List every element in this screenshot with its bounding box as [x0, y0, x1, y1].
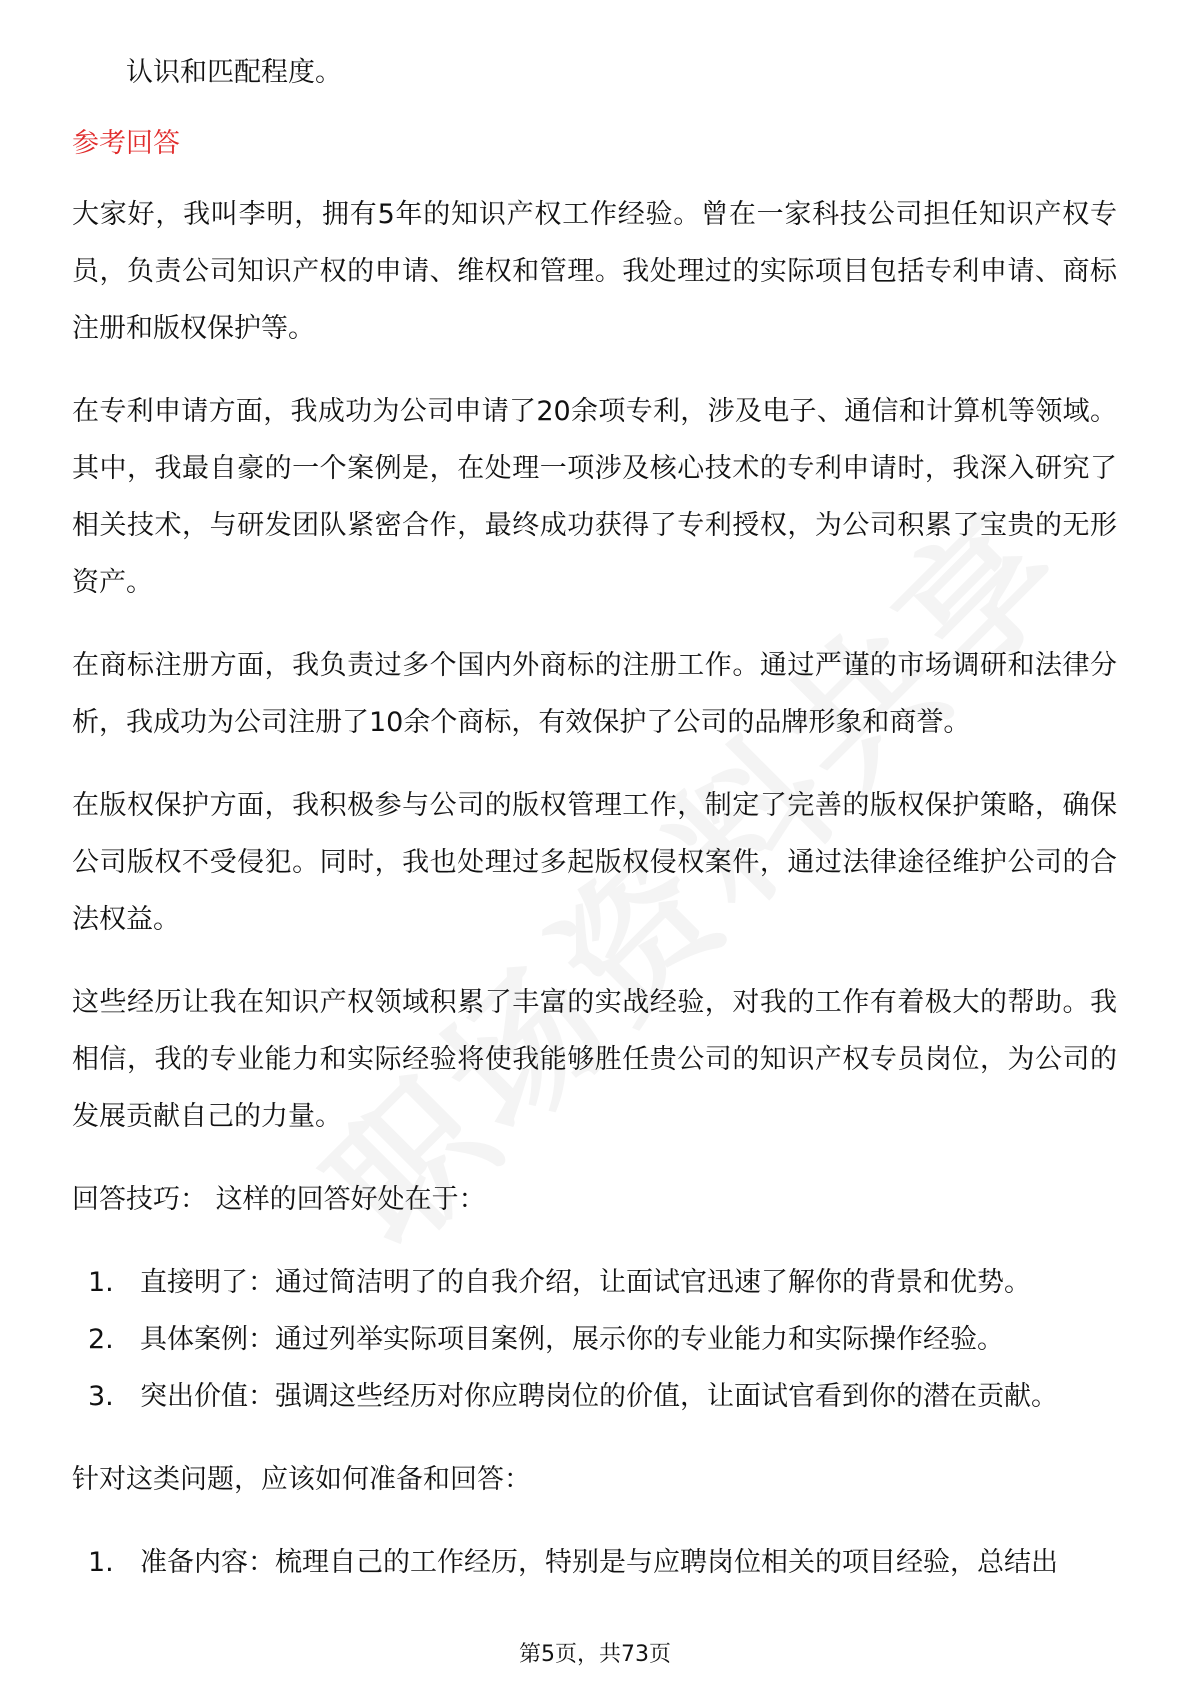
page-number-footer: 第5页，共73页: [519, 1642, 671, 1667]
answer-paragraph: 这些经历让我在知识产权领域积累了丰富的实战经验，对我的工作有着极大的帮助。我相信，我的专业能力和实际经验将使我能够胜任贵公司的知识产权专员岗位，为公司的发展贡献自己的力量。: [72, 987, 1117, 1132]
list-item: [72, 1311, 1117, 1368]
answer-paragraph: 大家好，我叫李明，拥有5年的知识产权工作经验。曾在一家科技公司担任知识产权专员，负责公司知识产权的申请、维权和管理。我处理过的实际项目包括专利申请、商标注册和版权保护等。: [72, 199, 1117, 344]
list-text: 准备内容：梳理自己的工作经历，特别是与应聘岗位相关的项目经验，总结出: [140, 1547, 1058, 1578]
list-item: [72, 1534, 1117, 1591]
list-number: 2.: [88, 1324, 114, 1355]
prep-list: [72, 1534, 1117, 1591]
prep-intro: 针对这类问题，应该如何准备和回答：: [72, 1464, 531, 1495]
intro-tail-text: 认识和匹配程度。: [126, 57, 342, 88]
section-heading: 参考回答: [72, 128, 180, 159]
list-item: [72, 1368, 1117, 1425]
answer-paragraph: 在专利申请方面，我成功为公司申请了20余项专利，涉及电子、通信和计算机等领域。其中，我最自豪的一个案例是，在处理一项涉及核心技术的专利申请时，我深入研究了相关技术，与研发团队紧密合作，最终成功获得了专利授权，为公司积累了宝贵的无形资产。: [72, 396, 1117, 598]
list-text: 具体案例：通过列举实际项目案例，展示你的专业能力和实际操作经验。: [140, 1324, 1004, 1355]
page-content: [72, 44, 1117, 1591]
list-item: [72, 1254, 1117, 1311]
tips-intro: 回答技巧： 这样的回答好处在于：: [72, 1184, 486, 1215]
tips-list: [72, 1254, 1117, 1425]
list-number: 1.: [88, 1547, 114, 1578]
list-number: 3.: [88, 1381, 114, 1412]
list-number: 1.: [88, 1267, 114, 1298]
list-text: 直接明了：通过简洁明了的自我介绍，让面试官迅速了解你的背景和优势。: [140, 1267, 1031, 1298]
list-text: 突出价值：强调这些经历对你应聘岗位的价值，让面试官看到你的潜在贡献。: [140, 1381, 1058, 1412]
answer-paragraph: 在商标注册方面，我负责过多个国内外商标的注册工作。通过严谨的市场调研和法律分析，我成功为公司注册了10余个商标，有效保护了公司的品牌形象和商誉。: [72, 650, 1117, 738]
answer-paragraph: 在版权保护方面，我积极参与公司的版权管理工作，制定了完善的版权保护策略，确保公司版权不受侵犯。同时，我也处理过多起版权侵权案件，通过法律途径维护公司的合法权益。: [72, 790, 1117, 935]
